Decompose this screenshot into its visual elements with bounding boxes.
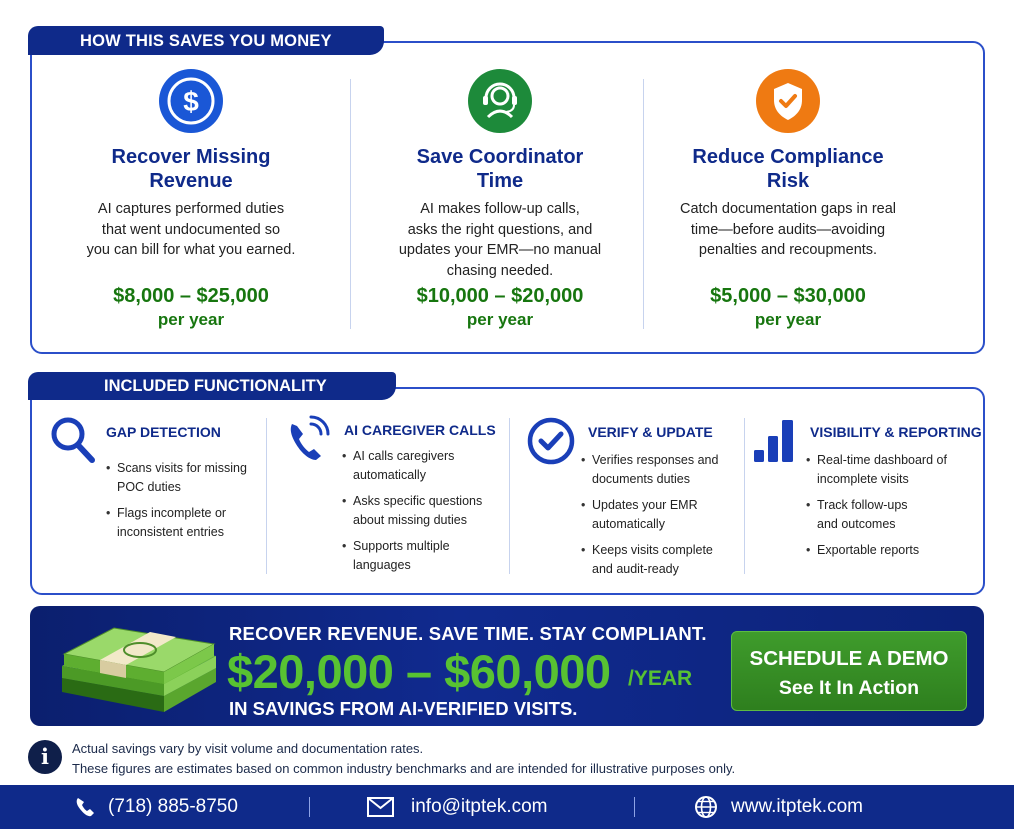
benefit-recover-revenue xyxy=(36,69,346,331)
money-stack-icon xyxy=(54,616,224,718)
savings-panel xyxy=(30,41,985,354)
benefit-title: Reduce Compliance Risk xyxy=(692,146,884,192)
benefit-description: AI captures performed duties that went undocumented so you can bill for what you earned. xyxy=(86,201,296,258)
bar-chart-icon xyxy=(754,414,796,466)
email-icon xyxy=(367,797,394,817)
benefit-period: per year xyxy=(754,310,822,329)
list-item: • Keeps visits complete and audit-ready xyxy=(581,541,731,578)
list-item: • Flags incomplete or inconsistent entries xyxy=(106,504,246,541)
banner-savings-range: $20,000 – $60,000 xyxy=(227,645,611,698)
list-item: • Asks specific questions about missing duties xyxy=(342,492,492,529)
banner-tagline: RECOVER REVENUE. SAVE TIME. STAY COMPLIANT. xyxy=(229,623,707,644)
shield-check-icon xyxy=(756,69,820,133)
cta-sublabel: See It In Action xyxy=(778,677,920,699)
section-heading-functionality: INCLUDED FUNCTIONALITY xyxy=(28,372,396,400)
benefit-amount: $10,000 – $20,000 xyxy=(416,285,584,307)
section-heading-savings: HOW THIS SAVES YOU MONEY xyxy=(28,26,384,55)
divider xyxy=(509,418,510,574)
benefit-title: Recover Missing Revenue xyxy=(111,146,271,192)
disclaimer-line: Actual savings vary by visit volume and documentation rates. xyxy=(72,741,424,756)
benefit-amount: $8,000 – $25,000 xyxy=(113,285,269,307)
list-item: • AI calls caregivers automatically xyxy=(342,447,472,484)
feature-bullets xyxy=(806,451,961,568)
check-circle-icon xyxy=(526,414,578,466)
benefit-period: per year xyxy=(466,310,534,329)
feature-bullets xyxy=(106,459,256,549)
separator xyxy=(634,797,635,817)
feature-title: VISIBILITY & REPORTING xyxy=(810,424,982,440)
list-item: • Supports multiple languages xyxy=(342,537,467,574)
benefit-amount: $5,000 – $30,000 xyxy=(710,285,866,307)
magnifier-icon xyxy=(48,414,98,466)
list-item: • Updates your EMR automatically xyxy=(581,496,711,533)
list-item: • Track follow-ups and outcomes xyxy=(806,496,926,533)
phone-icon xyxy=(74,796,96,818)
separator xyxy=(309,797,310,817)
list-item: • Real-time dashboard of incomplete visits xyxy=(806,451,961,488)
benefit-description: AI makes follow-up calls, asks the right questions, and updates your EMR—no manual chasing needed. xyxy=(398,201,602,279)
feature-bullets xyxy=(581,451,731,586)
benefit-period: per year xyxy=(157,310,225,329)
banner-per-year: /YEAR xyxy=(628,667,693,690)
list-item: • Verifies responses and documents duties xyxy=(581,451,731,488)
disclaimer-line: These figures are estimates based on common industry benchmarks and are intended for illustrative purposes only. xyxy=(72,761,736,776)
email-link[interactable]: info@itptek.com xyxy=(411,796,548,817)
svg-text:$: $ xyxy=(183,86,199,117)
savings-banner xyxy=(30,606,984,726)
feature-title: VERIFY & UPDATE xyxy=(588,424,713,440)
phone-calling-icon xyxy=(284,414,334,466)
info-icon: i xyxy=(28,740,62,774)
dollar-icon xyxy=(159,69,223,133)
benefit-reduce-risk xyxy=(633,69,943,331)
phone-link[interactable]: (718) 885-8750 xyxy=(108,796,238,817)
divider xyxy=(266,418,267,574)
contact-footer xyxy=(0,785,1014,829)
globe-icon xyxy=(694,795,718,819)
list-item: • Scans visits for missing POC duties xyxy=(106,459,256,496)
banner-savings-text: IN SAVINGS FROM AI-VERIFIED VISITS. xyxy=(229,698,578,719)
feature-title: GAP DETECTION xyxy=(106,424,221,440)
divider xyxy=(744,418,745,574)
feature-title: AI CAREGIVER CALLS xyxy=(344,422,496,438)
feature-bullets xyxy=(342,447,492,582)
benefit-description: Catch documentation gaps in real time—before audits—avoiding penalties and recoupments. xyxy=(679,201,897,258)
schedule-demo-button[interactable] xyxy=(731,631,967,711)
headset-agent-icon xyxy=(468,69,532,133)
cta-label: SCHEDULE A DEMO xyxy=(749,647,949,670)
benefit-save-time xyxy=(345,69,655,331)
list-item: • Exportable reports xyxy=(806,541,946,560)
benefit-title: Save Coordinator Time xyxy=(416,146,584,192)
website-link[interactable]: www.itptek.com xyxy=(731,796,863,817)
